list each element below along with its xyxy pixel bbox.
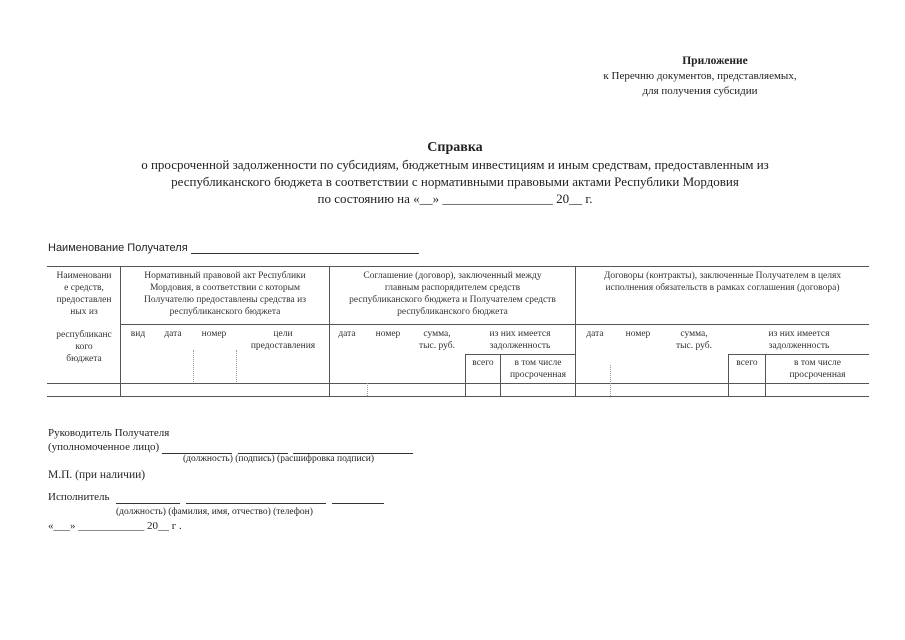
signature-hint: (должность) (подпись) (расшифровка подписи) — [183, 454, 375, 464]
signature-decoding-blank-line — [293, 442, 413, 454]
con-col-sum: сумма, тыс. руб. — [676, 329, 712, 351]
act-subheader-line — [120, 324, 329, 325]
recipient-field — [48, 242, 419, 254]
contracts-subheader-line — [575, 324, 869, 325]
document-title: Справка — [427, 140, 483, 155]
con-minor-divider — [610, 365, 611, 396]
authorized-person-row — [48, 440, 413, 454]
col-name-header: Наименовани е средств, предоставлен ных из республиканс кого бюджета — [56, 271, 112, 364]
head-label: Руководитель Получателя — [48, 427, 170, 439]
act-col-purpose: цели предоставления — [250, 329, 316, 351]
act-col-date: дата — [164, 329, 182, 339]
agr-col-debt: из них имеется задолженность — [489, 329, 551, 351]
con-col-total: всего — [736, 358, 758, 368]
agr-col-date: дата — [338, 329, 356, 339]
appendix-title: Приложение — [682, 55, 748, 67]
contracts-debt-line — [728, 354, 869, 355]
table-bottom-border — [47, 396, 869, 397]
con-col-debt: из них имеется задолженность — [768, 329, 830, 351]
document-title-block — [60, 140, 850, 207]
position-blank-line — [162, 442, 232, 454]
head-signature-block — [48, 426, 413, 454]
executor-label: Исполнитель — [48, 491, 110, 503]
group-agreement-header: Соглашение (договор), заключенный между главным распорядителем средств республиканского бюджета и Получателем средств республиканского бюджета — [349, 271, 556, 317]
table-header-bottom — [47, 383, 869, 384]
document-date-line: по состоянию на «__» _________________ 20__ г. — [317, 191, 593, 206]
agr-minor-divider — [367, 383, 368, 396]
date-line: «___» ____________ 20__ г . — [48, 520, 182, 532]
authorized-label: (уполномоченное лицо) — [48, 441, 160, 453]
appendix-block — [560, 54, 840, 99]
agr-col-total: всего — [472, 358, 494, 368]
agr-col-sum: сумма, тыс. руб. — [419, 329, 455, 351]
recipient-blank-line — [191, 242, 419, 254]
con-col-overdue: в том числе просроченная — [789, 358, 846, 380]
group-contracts-header: Договоры (контракты), заключенные Получателем в целях исполнения обязательств в рамках соглашения (договора) — [603, 271, 842, 293]
recipient-label: Наименование Получателя — [48, 242, 188, 254]
executor-phone-line — [332, 492, 384, 504]
agr-col-number: номер — [375, 329, 401, 339]
appendix-line-2: для получения субсидии — [642, 85, 758, 97]
con-col-number: номер — [625, 329, 651, 339]
table-top-border — [47, 266, 869, 267]
signature-blank-line — [238, 442, 288, 454]
act-col-vid: вид — [130, 329, 146, 339]
group-normative-act-header: Нормативный правовой акт Республики Мордовия, в соответствии с которым Получателю предоставлены средства из республиканского бюджета — [144, 271, 306, 317]
document-subtitle-1: о просроченной задолженности по субсидиям, бюджетным инвестициям и иным средствам, предоставленным из — [141, 157, 769, 172]
executor-row — [48, 490, 384, 504]
executor-hint: (должность) (фамилия, имя, отчество) (телефон) — [116, 507, 313, 517]
appendix-line-1: к Перечню документов, представляемых, — [603, 70, 797, 82]
executor-position-line — [116, 492, 180, 504]
agr-col-overdue: в том числе просроченная — [509, 358, 567, 380]
executor-name-line — [186, 492, 326, 504]
act-minor-divider-2 — [236, 350, 237, 382]
act-minor-divider-1 — [193, 350, 194, 382]
act-col-number: номер — [201, 329, 227, 339]
document-subtitle-2: республиканского бюджета в соответствии с нормативными правовыми актами Республики Мордовия — [171, 174, 739, 189]
agreement-subheader-line — [329, 324, 575, 325]
agreement-debt-line — [465, 354, 575, 355]
con-col-date: дата — [586, 329, 604, 339]
stamp-label: М.П. (при наличии) — [48, 469, 146, 481]
